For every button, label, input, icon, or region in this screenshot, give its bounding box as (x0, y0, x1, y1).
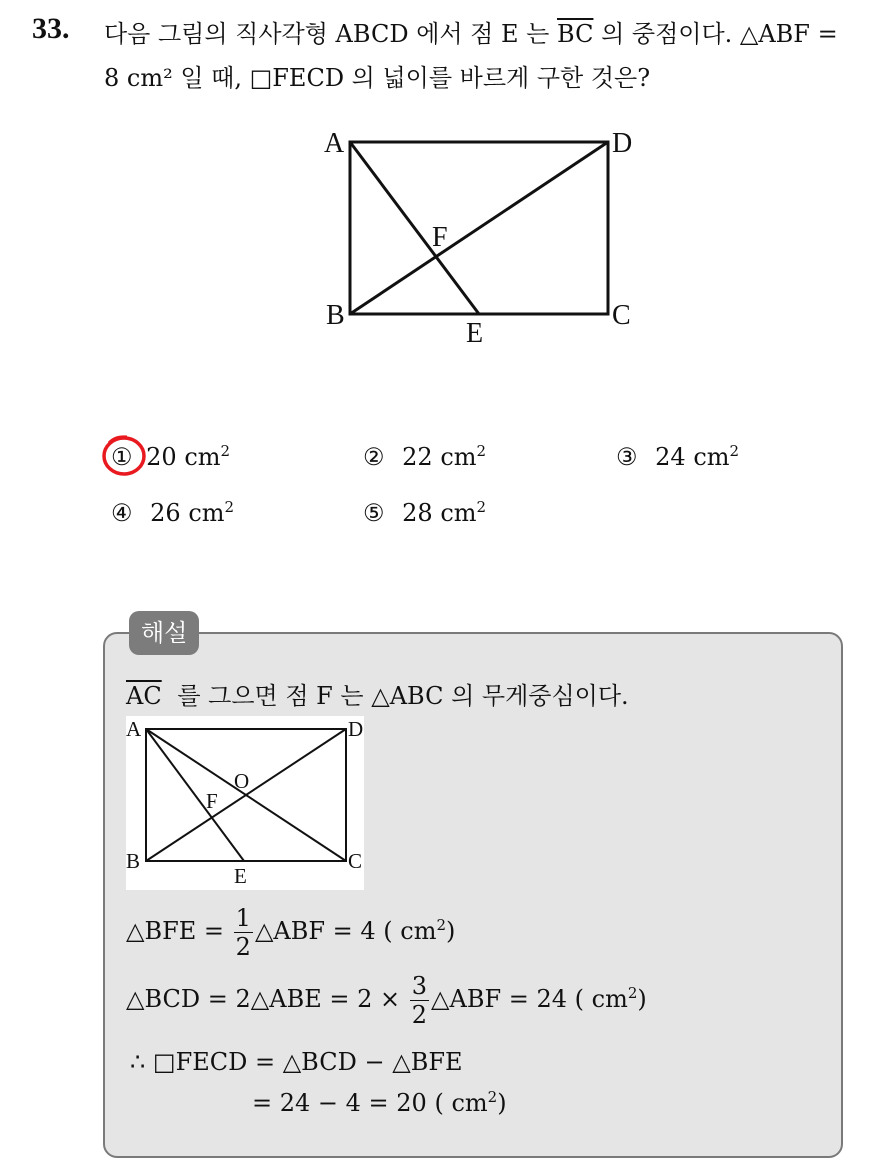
choice-2-mark: ② (363, 443, 385, 471)
segment-bc: $\overline{BC}$ (556, 20, 594, 48)
sol-label-b: B (126, 849, 141, 873)
solution-tag: 해설 (129, 611, 199, 655)
choice-2-exp: 2 (476, 442, 487, 460)
sol-label-c: C (348, 849, 363, 873)
solution-eq2 (126, 972, 647, 1029)
solution-figure (126, 716, 364, 890)
choice-2[interactable] (363, 442, 486, 471)
eq2-exp: 2 (627, 984, 638, 1002)
eq2-fraction (410, 972, 429, 1029)
choice-3-exp: 2 (729, 442, 740, 460)
label-f: F (432, 222, 448, 253)
eq1-left: △BFE = (126, 917, 225, 945)
eq1-exp: 2 (436, 916, 447, 934)
solution-eq1 (126, 904, 455, 961)
sol-label-f: F (206, 789, 218, 813)
eq1-den: 2 (235, 933, 251, 961)
label-a: A (324, 128, 345, 159)
sol-label-e: E (234, 864, 247, 888)
diagonal-bd (350, 142, 608, 314)
choice-3-mark: ③ (616, 443, 638, 471)
choice-5-mark: ⑤ (363, 499, 385, 527)
eq1-right: △ABF = 4 ( cm (254, 917, 437, 945)
eq2-right: △ABF = 24 ( cm (431, 985, 628, 1013)
choice-5[interactable] (363, 498, 486, 527)
choice-5-value: 28 cm (402, 499, 477, 527)
sol-label-d: D (348, 717, 364, 741)
eq4-exp: 2 (487, 1088, 498, 1106)
choice-5-exp: 2 (476, 498, 487, 516)
choice-4-value: 26 cm (150, 499, 225, 527)
question-text-line1 (104, 14, 838, 49)
eq2-num: 3 (411, 972, 428, 1000)
solution-intro (126, 676, 629, 711)
choice-3[interactable] (616, 442, 739, 471)
solution-eq4 (252, 1088, 507, 1117)
choice-3-value: 24 cm (655, 443, 730, 471)
choice-1-exp: 2 (220, 442, 231, 460)
eq2-close: ) (637, 985, 647, 1013)
label-c: C (612, 300, 631, 331)
choice-1[interactable] (111, 442, 230, 471)
choice-1-mark: ① (111, 443, 133, 471)
label-d: D (612, 128, 633, 159)
eq4-main: = 24 − 4 = 20 ( cm (252, 1089, 488, 1117)
eq1-num: 1 (235, 904, 251, 932)
eq2-den: 2 (411, 1001, 428, 1029)
question-line1-tail: 의 중점이다. △ABF = (601, 20, 838, 48)
solution-eq3: ∴ □FECD = △BCD − △BFE (130, 1048, 463, 1076)
segment-ac: $\overline{AC}$ (126, 682, 162, 710)
question-line1-head: 다음 그림의 직사각형 ABCD 에서 점 E 는 (104, 20, 550, 48)
label-b: B (326, 300, 345, 331)
choice-2-value: 22 cm (402, 443, 477, 471)
sol-label-a: A (126, 717, 142, 741)
segment-ae (350, 142, 479, 314)
sol-segment-ae (146, 729, 244, 861)
choice-4-mark: ④ (111, 499, 133, 527)
choice-4-exp: 2 (224, 498, 235, 516)
eq1-close: ) (446, 917, 456, 945)
choice-1-value: 20 cm (146, 443, 221, 471)
choice-4[interactable] (111, 498, 234, 527)
eq4-close: ) (497, 1089, 507, 1117)
eq2-left: △BCD = 2△ABE = 2 × (126, 985, 401, 1013)
question-text-line2: 8 cm² 일 때, □FECD 의 넓이를 바르게 구한 것은? (104, 64, 651, 92)
eq1-fraction (234, 904, 253, 961)
label-e: E (466, 318, 484, 349)
rectangle-figure (320, 120, 650, 350)
question-number: 33. (32, 12, 70, 45)
solution-intro-text: 를 그으면 점 F 는 △ABC 의 무게중심이다. (177, 682, 629, 710)
sol-label-o: O (234, 769, 250, 793)
